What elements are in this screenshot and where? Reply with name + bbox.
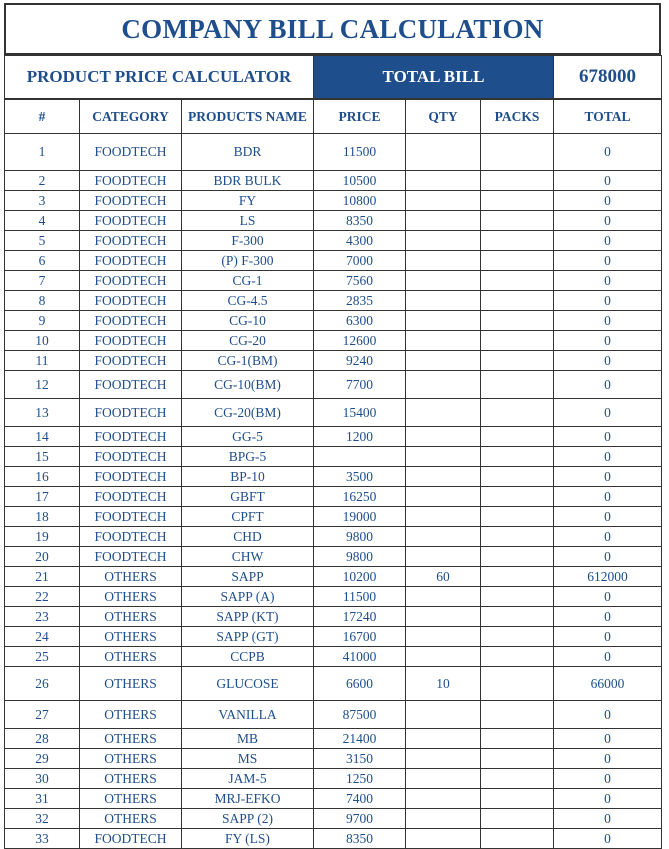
table-row [5, 171, 662, 191]
table-row [5, 191, 662, 211]
total-cell: 0 [554, 191, 662, 211]
product-name-cell: MRJ-EFKO [182, 789, 314, 809]
category-cell: FOODTECH [80, 547, 182, 567]
price-cell[interactable]: 8350 [314, 829, 406, 849]
packs-cell[interactable] [481, 729, 554, 749]
packs-cell[interactable] [481, 134, 554, 171]
category-cell: FOODTECH [80, 487, 182, 507]
column-header-number: # [5, 100, 80, 134]
category-cell: FOODTECH [80, 291, 182, 311]
packs-cell[interactable] [481, 507, 554, 527]
total-cell: 0 [554, 607, 662, 627]
packs-cell[interactable] [481, 351, 554, 371]
product-name-cell: GLUCOSE [182, 667, 314, 701]
row-number-cell: 32 [5, 809, 80, 829]
category-cell: OTHERS [80, 647, 182, 667]
product-name-cell: BDR BULK [182, 171, 314, 191]
packs-cell[interactable] [481, 271, 554, 291]
row-number-cell: 15 [5, 447, 80, 467]
row-number-cell: 10 [5, 331, 80, 351]
qty-cell[interactable] [406, 647, 481, 667]
product-name-cell: BDR [182, 134, 314, 171]
row-number-cell: 1 [5, 134, 80, 171]
total-cell: 0 [554, 769, 662, 789]
table-row [5, 467, 662, 487]
total-cell: 0 [554, 701, 662, 729]
packs-cell[interactable] [481, 607, 554, 627]
qty-cell[interactable]: 60 [406, 567, 481, 587]
qty-cell[interactable] [406, 311, 481, 331]
price-cell[interactable] [314, 447, 406, 467]
column-header-total: TOTAL [554, 100, 662, 134]
total-cell: 0 [554, 271, 662, 291]
row-number-cell: 9 [5, 311, 80, 331]
price-cell[interactable]: 9800 [314, 547, 406, 567]
packs-cell[interactable] [481, 547, 554, 567]
packs-cell[interactable] [481, 527, 554, 547]
qty-cell[interactable] [406, 447, 481, 467]
bill-sheet [4, 3, 661, 849]
table-row [5, 211, 662, 231]
packs-cell[interactable] [481, 467, 554, 487]
category-cell: OTHERS [80, 627, 182, 647]
table-row [5, 134, 662, 171]
price-cell[interactable]: 15400 [314, 399, 406, 427]
table-row [5, 809, 662, 829]
packs-cell[interactable] [481, 627, 554, 647]
category-cell: FOODTECH [80, 331, 182, 351]
total-cell: 0 [554, 171, 662, 191]
table-row [5, 311, 662, 331]
column-header-product: PRODUCTS NAME [182, 100, 314, 134]
row-number-cell: 13 [5, 399, 80, 427]
row-number-cell: 28 [5, 729, 80, 749]
packs-cell[interactable] [481, 231, 554, 251]
packs-cell[interactable] [481, 667, 554, 701]
table-row [5, 769, 662, 789]
category-cell: FOODTECH [80, 171, 182, 191]
price-cell[interactable]: 16250 [314, 487, 406, 507]
category-cell: FOODTECH [80, 351, 182, 371]
table-row [5, 251, 662, 271]
total-cell: 0 [554, 829, 662, 849]
packs-cell[interactable] [481, 447, 554, 467]
table-row [5, 647, 662, 667]
total-cell: 0 [554, 331, 662, 351]
table-row [5, 789, 662, 809]
qty-cell[interactable] [406, 331, 481, 351]
row-number-cell: 14 [5, 427, 80, 447]
product-name-cell: SAPP [182, 567, 314, 587]
qty-cell[interactable] [406, 627, 481, 647]
product-name-cell: CG-10(BM) [182, 371, 314, 399]
category-cell: FOODTECH [80, 467, 182, 487]
category-cell: FOODTECH [80, 134, 182, 171]
price-cell[interactable]: 1250 [314, 769, 406, 789]
table-body [5, 134, 662, 849]
category-cell: FOODTECH [80, 311, 182, 331]
product-name-cell: FY [182, 191, 314, 211]
price-cell[interactable]: 10500 [314, 171, 406, 191]
product-name-cell: CHD [182, 527, 314, 547]
row-number-cell: 19 [5, 527, 80, 547]
product-name-cell: GBFT [182, 487, 314, 507]
category-cell: OTHERS [80, 789, 182, 809]
category-cell: OTHERS [80, 749, 182, 769]
total-cell: 0 [554, 211, 662, 231]
price-cell[interactable]: 12600 [314, 331, 406, 351]
price-cell[interactable]: 3500 [314, 467, 406, 487]
row-number-cell: 3 [5, 191, 80, 211]
table-row [5, 627, 662, 647]
price-cell[interactable]: 16700 [314, 627, 406, 647]
row-number-cell: 20 [5, 547, 80, 567]
table-row [5, 351, 662, 371]
qty-cell[interactable] [406, 427, 481, 447]
row-number-cell: 4 [5, 211, 80, 231]
packs-cell[interactable] [481, 647, 554, 667]
total-cell: 0 [554, 134, 662, 171]
price-cell[interactable]: 6600 [314, 667, 406, 701]
row-number-cell: 26 [5, 667, 80, 701]
packs-cell[interactable] [481, 487, 554, 507]
total-cell: 0 [554, 749, 662, 769]
total-cell: 0 [554, 311, 662, 331]
total-cell: 0 [554, 507, 662, 527]
row-number-cell: 30 [5, 769, 80, 789]
qty-cell[interactable] [406, 527, 481, 547]
table-row [5, 567, 662, 587]
qty-cell[interactable] [406, 607, 481, 627]
table-row [5, 399, 662, 427]
category-cell: OTHERS [80, 667, 182, 701]
table-row [5, 527, 662, 547]
category-cell: FOODTECH [80, 271, 182, 291]
packs-cell[interactable] [481, 809, 554, 829]
bill-table [4, 99, 662, 849]
qty-cell[interactable] [406, 809, 481, 829]
row-number-cell: 7 [5, 271, 80, 291]
qty-cell[interactable] [406, 231, 481, 251]
qty-cell[interactable] [406, 467, 481, 487]
product-name-cell: CG-20 [182, 331, 314, 351]
row-number-cell: 22 [5, 587, 80, 607]
product-name-cell: CG-10 [182, 311, 314, 331]
category-cell: FOODTECH [80, 527, 182, 547]
packs-cell[interactable] [481, 311, 554, 331]
total-cell: 0 [554, 487, 662, 507]
calculator-label: PRODUCT PRICE CALCULATOR [5, 56, 314, 99]
product-name-cell: CCPB [182, 647, 314, 667]
price-cell[interactable]: 87500 [314, 701, 406, 729]
category-cell: OTHERS [80, 607, 182, 627]
category-cell: FOODTECH [80, 399, 182, 427]
total-cell: 0 [554, 547, 662, 567]
row-number-cell: 23 [5, 607, 80, 627]
summary-header [4, 55, 662, 99]
category-cell: OTHERS [80, 809, 182, 829]
row-number-cell: 29 [5, 749, 80, 769]
price-cell[interactable]: 10200 [314, 567, 406, 587]
product-name-cell: CG-20(BM) [182, 399, 314, 427]
table-row [5, 587, 662, 607]
qty-cell[interactable] [406, 547, 481, 567]
category-cell: OTHERS [80, 701, 182, 729]
packs-cell[interactable] [481, 587, 554, 607]
table-row [5, 607, 662, 627]
qty-cell[interactable] [406, 729, 481, 749]
product-name-cell: CHW [182, 547, 314, 567]
row-number-cell: 18 [5, 507, 80, 527]
qty-cell[interactable] [406, 587, 481, 607]
qty-cell[interactable] [406, 371, 481, 399]
page-title: COMPANY BILL CALCULATION [4, 3, 661, 55]
row-number-cell: 33 [5, 829, 80, 849]
price-cell[interactable]: 10800 [314, 191, 406, 211]
product-name-cell: MS [182, 749, 314, 769]
product-name-cell: CG-1(BM) [182, 351, 314, 371]
total-cell: 0 [554, 291, 662, 311]
column-header-category: CATEGORY [80, 100, 182, 134]
table-row [5, 667, 662, 701]
table-row [5, 829, 662, 849]
category-cell: OTHERS [80, 567, 182, 587]
total-cell: 0 [554, 587, 662, 607]
qty-cell[interactable] [406, 769, 481, 789]
price-cell[interactable]: 6300 [314, 311, 406, 331]
category-cell: FOODTECH [80, 371, 182, 399]
product-name-cell: CPFT [182, 507, 314, 527]
total-cell: 0 [554, 729, 662, 749]
category-cell: FOODTECH [80, 427, 182, 447]
product-name-cell: SAPP (A) [182, 587, 314, 607]
category-cell: FOODTECH [80, 191, 182, 211]
category-cell: OTHERS [80, 769, 182, 789]
price-cell[interactable]: 1200 [314, 427, 406, 447]
total-cell: 0 [554, 447, 662, 467]
qty-cell[interactable] [406, 829, 481, 849]
total-cell: 612000 [554, 567, 662, 587]
table-row [5, 231, 662, 251]
qty-cell[interactable] [406, 507, 481, 527]
price-cell[interactable]: 7400 [314, 789, 406, 809]
total-bill-value[interactable]: 678000 [554, 56, 662, 99]
qty-cell[interactable] [406, 171, 481, 191]
qty-cell[interactable] [406, 291, 481, 311]
table-row [5, 547, 662, 567]
packs-cell[interactable] [481, 371, 554, 399]
category-cell: FOODTECH [80, 231, 182, 251]
qty-cell[interactable]: 10 [406, 667, 481, 701]
category-cell: FOODTECH [80, 829, 182, 849]
row-number-cell: 12 [5, 371, 80, 399]
total-cell: 0 [554, 809, 662, 829]
packs-cell[interactable] [481, 789, 554, 809]
column-header-row [5, 100, 662, 134]
price-cell[interactable]: 7000 [314, 251, 406, 271]
product-name-cell: MB [182, 729, 314, 749]
price-cell[interactable]: 8350 [314, 211, 406, 231]
row-number-cell: 25 [5, 647, 80, 667]
column-header-packs: PACKS [481, 100, 554, 134]
category-cell: OTHERS [80, 729, 182, 749]
packs-cell[interactable] [481, 399, 554, 427]
price-cell[interactable]: 9240 [314, 351, 406, 371]
table-row [5, 271, 662, 291]
table-row [5, 701, 662, 729]
category-cell: FOODTECH [80, 211, 182, 231]
packs-cell[interactable] [481, 829, 554, 849]
product-name-cell: GG-5 [182, 427, 314, 447]
row-number-cell: 16 [5, 467, 80, 487]
qty-cell[interactable] [406, 789, 481, 809]
price-cell[interactable]: 21400 [314, 729, 406, 749]
table-row [5, 447, 662, 467]
row-number-cell: 31 [5, 789, 80, 809]
row-number-cell: 6 [5, 251, 80, 271]
product-name-cell: SAPP (2) [182, 809, 314, 829]
column-header-qty: QTY [406, 100, 481, 134]
price-cell[interactable]: 11500 [314, 134, 406, 171]
product-name-cell: BP-10 [182, 467, 314, 487]
table-row [5, 427, 662, 447]
qty-cell[interactable] [406, 701, 481, 729]
category-cell: FOODTECH [80, 447, 182, 467]
packs-cell[interactable] [481, 251, 554, 271]
packs-cell[interactable] [481, 291, 554, 311]
qty-cell[interactable] [406, 351, 481, 371]
price-cell[interactable]: 17240 [314, 607, 406, 627]
row-number-cell: 8 [5, 291, 80, 311]
total-cell: 0 [554, 399, 662, 427]
packs-cell[interactable] [481, 749, 554, 769]
total-cell: 0 [554, 351, 662, 371]
packs-cell[interactable] [481, 191, 554, 211]
row-number-cell: 21 [5, 567, 80, 587]
qty-cell[interactable] [406, 749, 481, 769]
total-cell: 0 [554, 647, 662, 667]
price-cell[interactable]: 4300 [314, 231, 406, 251]
price-cell[interactable]: 7700 [314, 371, 406, 399]
qty-cell[interactable] [406, 487, 481, 507]
total-cell: 0 [554, 427, 662, 447]
total-cell: 0 [554, 371, 662, 399]
product-name-cell: LS [182, 211, 314, 231]
price-cell[interactable]: 9700 [314, 809, 406, 829]
product-name-cell: VANILLA [182, 701, 314, 729]
qty-cell[interactable] [406, 399, 481, 427]
total-cell: 66000 [554, 667, 662, 701]
row-number-cell: 24 [5, 627, 80, 647]
price-cell[interactable]: 2835 [314, 291, 406, 311]
qty-cell[interactable] [406, 271, 481, 291]
packs-cell[interactable] [481, 769, 554, 789]
category-cell: OTHERS [80, 587, 182, 607]
price-cell[interactable]: 3150 [314, 749, 406, 769]
table-row [5, 487, 662, 507]
price-cell[interactable]: 41000 [314, 647, 406, 667]
total-cell: 0 [554, 527, 662, 547]
column-header-price: PRICE [314, 100, 406, 134]
total-bill-label: TOTAL BILL [314, 56, 554, 99]
product-name-cell: JAM-5 [182, 769, 314, 789]
total-cell: 0 [554, 251, 662, 271]
price-cell[interactable]: 7560 [314, 271, 406, 291]
product-name-cell: FY (LS) [182, 829, 314, 849]
table-row [5, 729, 662, 749]
product-name-cell: (P) F-300 [182, 251, 314, 271]
product-name-cell: CG-1 [182, 271, 314, 291]
table-row [5, 331, 662, 351]
product-name-cell: F-300 [182, 231, 314, 251]
total-cell: 0 [554, 231, 662, 251]
total-cell: 0 [554, 789, 662, 809]
row-number-cell: 17 [5, 487, 80, 507]
packs-cell[interactable] [481, 701, 554, 729]
qty-cell[interactable] [406, 211, 481, 231]
packs-cell[interactable] [481, 211, 554, 231]
product-name-cell: SAPP (KT) [182, 607, 314, 627]
packs-cell[interactable] [481, 427, 554, 447]
packs-cell[interactable] [481, 567, 554, 587]
table-row [5, 291, 662, 311]
row-number-cell: 11 [5, 351, 80, 371]
table-row [5, 507, 662, 527]
category-cell: FOODTECH [80, 507, 182, 527]
table-row [5, 371, 662, 399]
qty-cell[interactable] [406, 134, 481, 171]
table-row [5, 749, 662, 769]
packs-cell[interactable] [481, 331, 554, 351]
qty-cell[interactable] [406, 251, 481, 271]
packs-cell[interactable] [481, 171, 554, 191]
qty-cell[interactable] [406, 191, 481, 211]
row-number-cell: 5 [5, 231, 80, 251]
row-number-cell: 2 [5, 171, 80, 191]
product-name-cell: BPG-5 [182, 447, 314, 467]
product-name-cell: SAPP (GT) [182, 627, 314, 647]
product-name-cell: CG-4.5 [182, 291, 314, 311]
price-cell[interactable]: 9800 [314, 527, 406, 547]
price-cell[interactable]: 11500 [314, 587, 406, 607]
total-cell: 0 [554, 627, 662, 647]
category-cell: FOODTECH [80, 251, 182, 271]
price-cell[interactable]: 19000 [314, 507, 406, 527]
total-cell: 0 [554, 467, 662, 487]
row-number-cell: 27 [5, 701, 80, 729]
